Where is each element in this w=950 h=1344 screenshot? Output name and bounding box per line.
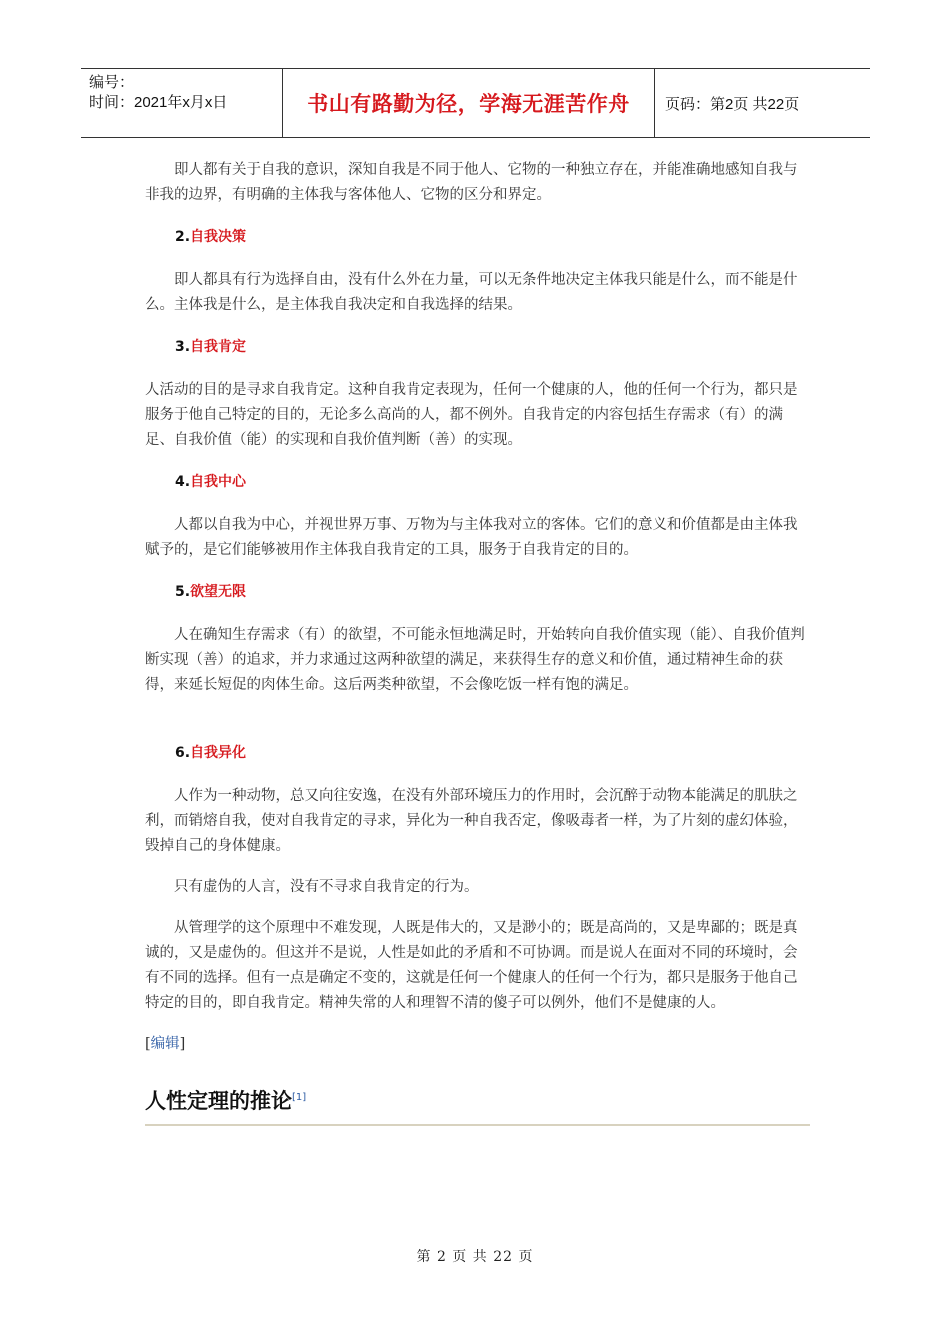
paragraph: 从管理学的这个原理中不难发现，人既是伟大的，又是渺小的；既是高尚的，又是卑鄙的；既是真诚的，又是虚伪的。但这并不是说，人性是如此的矛盾和不可协调。而是说人在面对不同的环境时，会有不同的选择。但有一点是确定不变的，这就是任何一个健康人的任何一个行为，都只是服务于他自己特定的目的，即自我肯定。精神失常的人和理智不清的傻子可以例外，他们不是健康的人。: [145, 920, 798, 1011]
header-page-info: 页码：第2页 共22页: [665, 95, 800, 113]
paragraph: 只有虚伪的人言，没有不寻求自我肯定的行为。: [174, 879, 479, 895]
heading-number: 2.: [175, 229, 191, 245]
item-heading-5: [145, 580, 810, 605]
heading-text: 自我中心: [190, 474, 247, 490]
paragraph: 人都以自我为中心，并视世界万事、万物为与主体我对立的客体。它们的意义和价值都是由主体我赋予的，是它们能够被用作主体我自我肯定的工具，服务于自我肯定的目的。: [145, 517, 798, 558]
paragraph: 即人都具有行为选择自由，没有什么外在力量，可以无条件地决定主体我只能是什么，而不能是什么。主体我是什么，是主体我自我决定和自我选择的结果。: [145, 272, 798, 313]
section-title: [145, 1085, 810, 1126]
paragraph: 即人都有关于自我的意识，深知自我是不同于他人、它物的一种独立存在，并能准确地感知自我与非我的边界，有明确的主体我与客体他人、它物的区分和界定。: [145, 162, 798, 203]
item-heading-2: [145, 225, 810, 250]
heading-number: 5.: [175, 584, 191, 600]
bracket-open: [: [145, 1036, 151, 1052]
document-number: 编号：: [89, 74, 135, 91]
heading-text: 自我异化: [190, 745, 247, 761]
edit-link[interactable]: 编辑: [150, 1036, 180, 1052]
reference-link[interactable]: [1]: [292, 1092, 307, 1103]
heading-number: 3.: [175, 339, 191, 355]
document-time: 时间：2021年x月x日: [89, 94, 228, 111]
heading-text: 欲望无限: [190, 584, 247, 600]
edit-link-wrapper: [145, 1032, 810, 1057]
header-motto: 书山有路勤为径，学海无涯苦作舟: [282, 69, 655, 137]
page-header: [81, 68, 870, 138]
bracket-close: ]: [179, 1036, 186, 1052]
section-title-text: 人性定理的推论: [145, 1089, 292, 1113]
document-body: [145, 158, 810, 1126]
page-footer: 第 2 页 共 22 页: [416, 1249, 534, 1265]
item-heading-6: [145, 741, 810, 766]
heading-text: 自我决策: [190, 229, 247, 245]
paragraph: 人作为一种动物，总又向往安逸，在没有外部环境压力的作用时，会沉醉于动物本能满足的肌肤之利，而销熔自我，使对自我肯定的寻求，异化为一种自我否定，像吸毒者一样，为了片刻的虚幻体验，毁掉自己的身体健康。: [145, 788, 798, 854]
item-heading-3: [145, 335, 810, 360]
item-heading-4: [145, 470, 810, 495]
paragraph: 人活动的目的是寻求自我肯定。这种自我肯定表现为，任何一个健康的人，他的任何一个行为，都只是服务于他自己特定的目的，无论多么高尚的人，都不例外。自我肯定的内容包括生存需求（有）的满足、自我价值（能）的实现和自我价值判断（善）的实现。: [145, 382, 798, 448]
header-meta: [81, 69, 282, 137]
heading-number: 4.: [175, 474, 191, 490]
paragraph: 人在确知生存需求（有）的欲望，不可能永恒地满足时，开始转向自我价值实现（能）、自我价值判断实现（善）的追求，并力求通过这两种欲望的满足，来获得生存的意义和价值，通过精神生命的获得，来延长短促的肉体生命。这后两类种欲望，不会像吃饭一样有饱的满足。: [145, 627, 805, 693]
heading-text: 自我肯定: [190, 339, 247, 355]
heading-number: 6.: [175, 745, 191, 761]
